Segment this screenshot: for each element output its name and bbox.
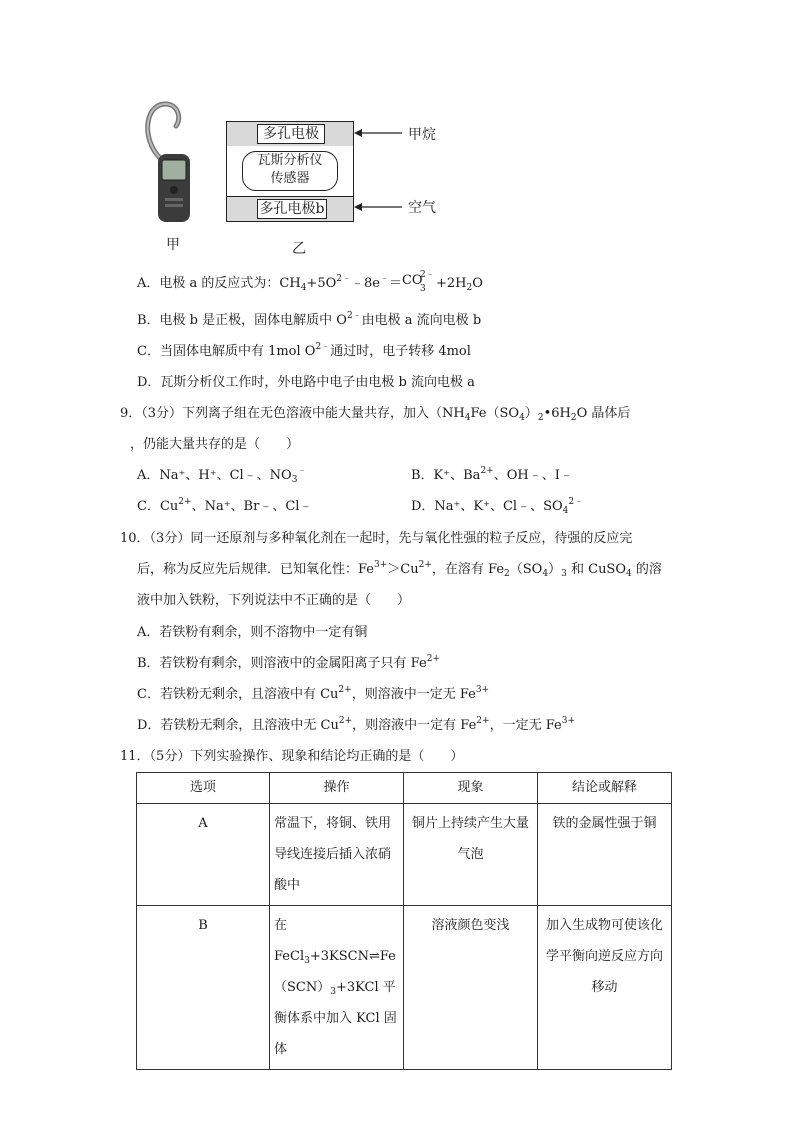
q8-option-a[interactable]: A．电极 a 的反应式为：$CH_4+5O^{2﹣}﹣8e^﹣=$ CO 2﹣ 3 $+2H_2O$ xyxy=(137,270,483,294)
figure-label-jia: 甲 xyxy=(166,237,180,253)
q9-stem-line2: ，仍能大量共存的是（ ） xyxy=(130,437,300,452)
row-a-operation: 常温下，将铜、铁用导线连接后插入浓硝酸中 xyxy=(270,804,404,906)
table-header-row xyxy=(137,773,672,804)
q10-option-d[interactable]: D．若铁粉无剩余，且溶液中无 $Cu^{2+}$，则溶液中一定有 $Fe^{2+}$，一定无 $Fe^{3+}$ xyxy=(137,716,575,733)
row-b-option: B xyxy=(137,906,270,1070)
q10-option-a[interactable]: A．若铁粉有剩余，则不溶物中一定有铜 xyxy=(137,625,368,640)
bottom-electrode-label: 多孔电极b xyxy=(257,199,327,219)
q10-option-c[interactable]: C．若铁粉无剩余，且溶液中有 $Cu^{2+}$，则溶液中一定无 $Fe^{3+}$ xyxy=(137,685,490,702)
q11-table xyxy=(136,772,672,1070)
inlet-arrows xyxy=(352,125,404,215)
q9-option-d[interactable]: D．Na⁺、K⁺、Cl﹣、$SO_4^{2﹣}$ xyxy=(411,497,584,516)
row-b-operation: 在 $FeCl_3+3KSCN\rightleftharpoons Fe(SCN)_3+3KCl$ 平衡体系中加入 KCl 固体 xyxy=(270,906,404,1070)
q10-stem-line3: 液中加入铁粉，下列说法中不正确的是（ ） xyxy=(137,593,411,608)
row-a-phenomenon: 铜片上持续产生大量气泡 xyxy=(404,804,538,906)
q8-option-d[interactable]: D．瓦斯分析仪工作时，外电路中电子由电极 b 流向电极 a xyxy=(137,375,475,390)
q9-option-c[interactable]: C．$Cu^{2+}$、Na⁺、Br﹣、Cl﹣ xyxy=(137,497,313,514)
table-row[interactable] xyxy=(137,906,672,1070)
sensor-line2: 传感器 xyxy=(270,171,310,186)
gas-detector-image xyxy=(138,100,196,226)
methane-label: 甲烷 xyxy=(408,127,436,143)
row-a-conclusion: 铁的金属性强于铜 xyxy=(538,804,672,906)
row-a-option: A xyxy=(137,804,270,906)
q11-stem: 11．（5分）下列实验操作、现象和结论均正确的是（ ） xyxy=(120,749,464,764)
q10-stem-line1: 10．（3分）同一还原剂与多种氧化剂在一起时，先与氧化性强的粒子反应，待强的反应完 xyxy=(120,531,633,546)
header-phenomenon: 现象 xyxy=(404,773,538,804)
q10-stem-line2: 后，称为反应先后规律．已知氧化性：$Fe^{3+}>Cu^{2+}$，在溶有 $Fe_2(SO_4)_3$ 和 CuSO$_4$ 的溶 xyxy=(137,560,662,579)
header-operation: 操作 xyxy=(270,773,404,804)
sensor-box xyxy=(242,151,338,191)
table-row[interactable] xyxy=(137,804,672,906)
carbonate-ion: CO 2﹣ 3 xyxy=(401,270,435,294)
q9-stem-line1: 9．（3分）下列离子组在无色溶液中能大量共存，加入（$NH_4Fe(SO_4)_2•6H_2O$ 晶体后 xyxy=(120,406,631,423)
q9-option-a[interactable]: A．Na⁺、H⁺、Cl﹣、$NO_3^﹣$ xyxy=(137,466,307,485)
header-option: 选项 xyxy=(137,773,270,804)
q8-option-c[interactable]: C．当固体电解质中有 1mol $O^{2﹣}$通过时，电子转移 4mol xyxy=(137,342,471,359)
air-label: 空气 xyxy=(408,200,436,216)
q8-option-b[interactable]: B．电极 b 是正极，固体电解质中 $O^{2﹣}$由电极 a 流向电极 b xyxy=(137,311,482,328)
q10-option-b[interactable]: B．若铁粉有剩余，则溶液中的金属阳离子只有 $Fe^{2+}$ xyxy=(137,654,440,671)
row-b-phenomenon: 溶液颜色变浅 xyxy=(404,906,538,1070)
q9-option-b[interactable]: B．K⁺、$Ba^{2+}$、OH﹣、I﹣ xyxy=(411,466,573,483)
sensor-line1: 瓦斯分析仪 xyxy=(257,153,323,168)
figure-label-yi: 乙 xyxy=(292,241,306,257)
row-b-conclusion: 加入生成物可使该化学平衡向逆反应方向移动 xyxy=(538,906,672,1070)
header-conclusion: 结论或解释 xyxy=(538,773,672,804)
top-electrode-label: 多孔电极 xyxy=(257,124,325,144)
